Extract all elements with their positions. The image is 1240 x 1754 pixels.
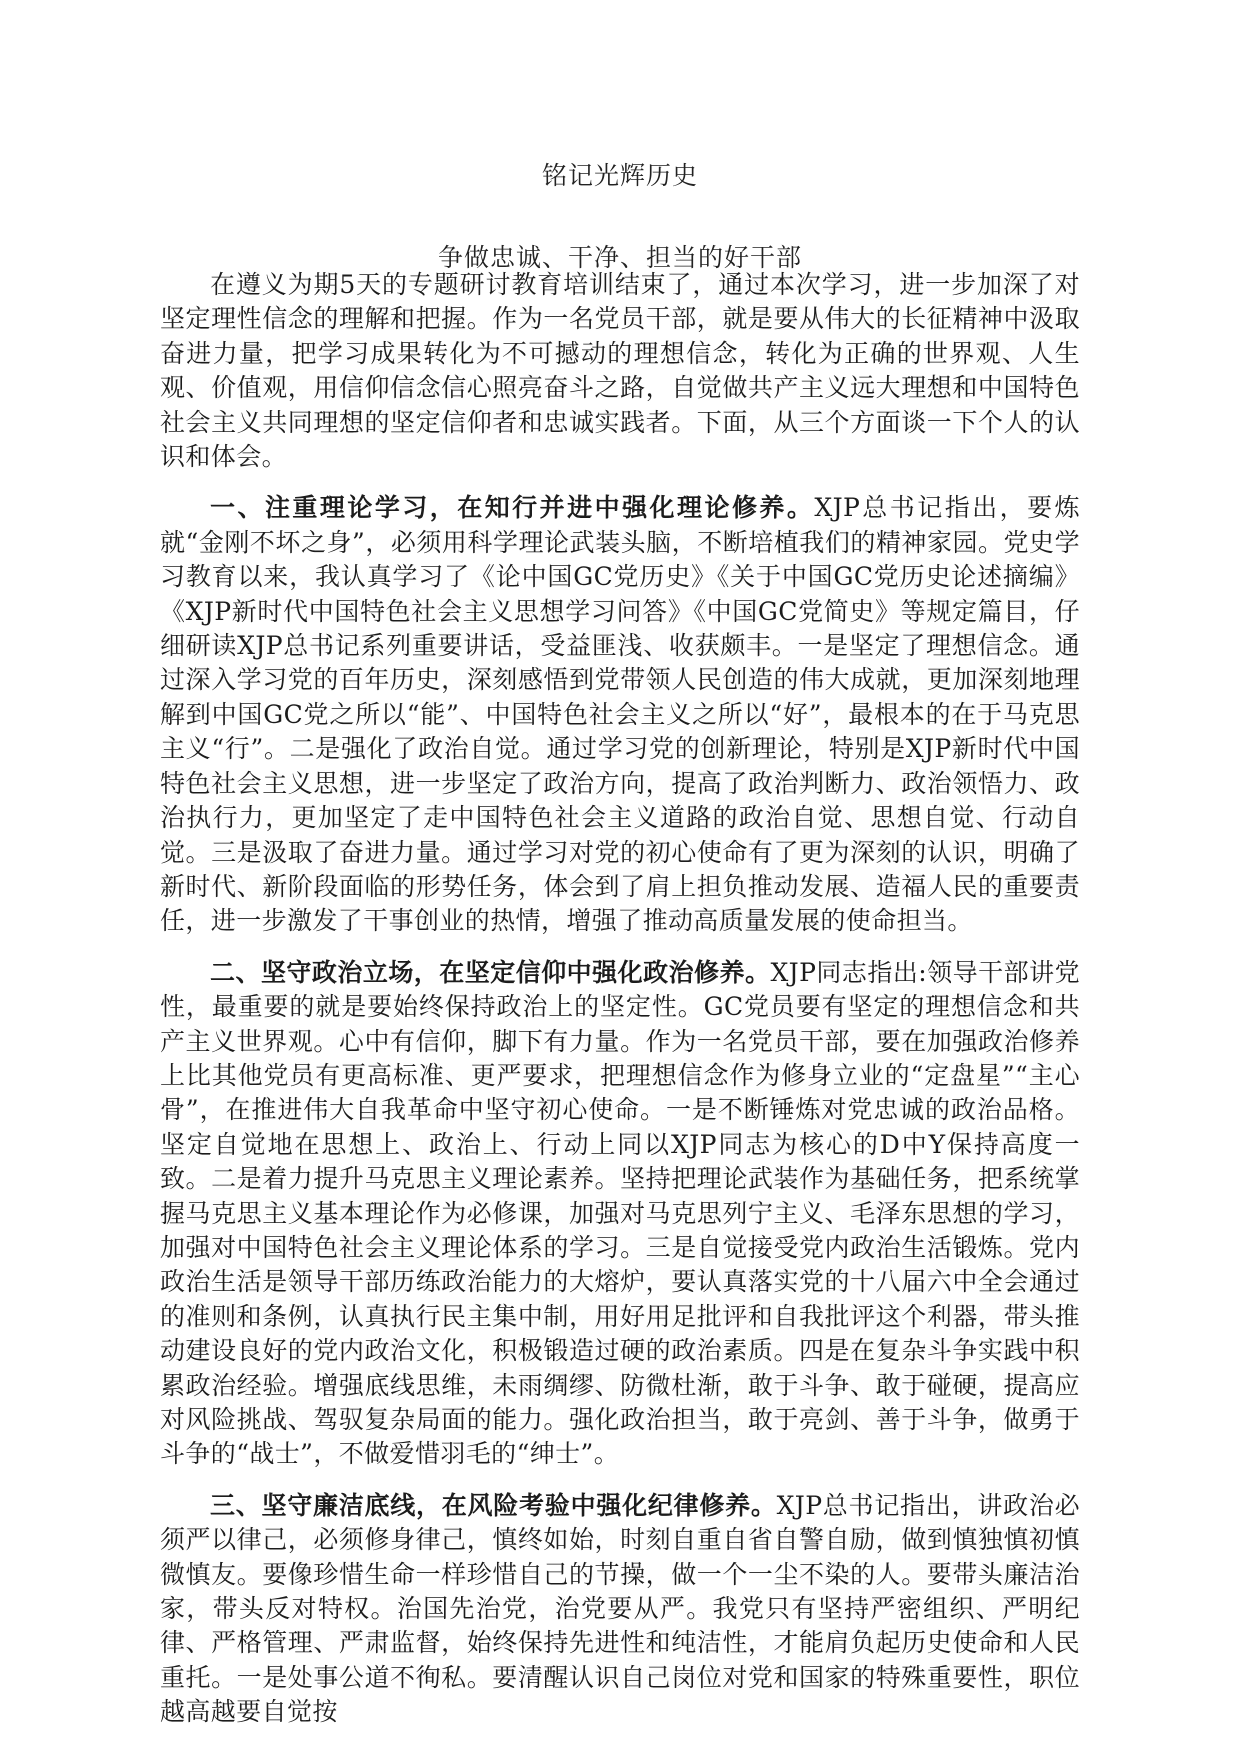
- document-title: 铭记光辉历史: [541, 161, 698, 190]
- section-3-heading: 三、坚守廉洁底线，在风险考验中强化纪律修养。: [210, 1490, 777, 1520]
- section-1-paragraph: [160, 491, 1080, 938]
- section-1-text: XJP总书记指出，要炼就“金刚不坏之身”，必须用科学理论武装头脑，不断培植我们的精神家园。党史学习教育以来，我认真学习了《论中国GC党历史》《关于中国GC党历史论述摘编》《XJP新时代中国特色社会主义思想学习问答》《中国GC党简史》等规定篇目，仔细研读XJP总书记系列重要讲话，受益匪浅、收获颇丰。一是坚定了理想信念。通过深入学习党的百年历史，深刻感悟到党带领人民创造的伟大成就，更加深刻地理解到中国GC党之所以“能”、中国特色社会主义之所以“好”，最根本的在于马克思主义“行”。二是强化了政治自觉。通过学习党的创新理论，特别是XJP新时代中国特色社会主义思想，进一步坚定了政治方向，提高了政治判断力、政治领悟力、政治执行力，更加坚定了走中国特色社会主义道路的政治自觉、思想自觉、行动自觉。三是汲取了奋进力量。通过学习对党的初心使命有了更为深刻的认识，明确了新时代、新阶段面临的形势任务，体会到了肩上担负推动发展、造福人民的重要责任，进一步激发了干事创业的热情，增强了推动高质量发展的使命担当。: [160, 493, 1080, 936]
- document-subtitle: 争做忠诚、干净、担当的好干部: [437, 243, 802, 272]
- section-2-text: XJP同志指出:领导干部讲党性，最重要的就是要始终保持政治上的坚定性。GC党员要有坚定的理想信念和共产主义世界观。心中有信仰，脚下有力量。作为一名党员干部，要在加强政治修养上比其他党员有更高标准、更严要求，把理想信念作为修身立业的“定盘星”“主心骨”，在推进伟大自我革命中坚守初心使命。一是不断锤炼对党忠诚的政治品格。坚定自觉地在思想上、政治上、行动上同以XJP同志为核心的D中Y保持高度一致。二是着力提升马克思主义理论素养。坚持把理论武装作为基础任务，把系统掌握马克思主义基本理论作为必修课，加强对马克思列宁主义、毛泽东思想的学习，加强对中国特色社会主义理论体系的学习。三是自觉接受党内政治生活锻炼。党内政治生活是领导干部历练政治能力的大熔炉，要认真落实党的十八届六中全会通过的准则和条例，认真执行民主集中制，用好用足批评和自我批评这个利器，带头推动建设良好的党内政治文化，积极锻造过硬的政治素质。四是在复杂斗争实践中积累政治经验。增强底线思维，未雨绸缪、防微杜渐，敢于斗争、敢于碰硬，提高应对风险挑战、驾驭复杂局面的能力。强化政治担当，敢于亮剑、善于斗争，做勇于斗争的“战士”，不做爱惜羽毛的“绅士”。: [160, 957, 1080, 1469]
- intro-paragraph: 在遵义为期5天的专题研讨教育培训结束了，通过本次学习，进一步加深了对坚定理性信念的理解和把握。作为一名党员干部，就是要从伟大的长征精神中汲取奋进力量，把学习成果转化为不可撼动的理想信念，转化为正确的世界观、人生观、价值观，用信仰信念信心照亮奋斗之路，自觉做共产主义远大理想和中国特色社会主义共同理想的坚定信仰者和忠诚实践者。下面，从三个方面谈一下个人的认识和体会。: [160, 270, 1080, 472]
- document-body: [160, 268, 1080, 1730]
- section-1-heading: 一、注重理论学习，在知行并进中强化理论修养。: [210, 493, 815, 523]
- section-2-paragraph: [160, 956, 1080, 1472]
- section-3-text: XJP总书记指出，讲政治必须严以律己，必须修身律己，慎终如始，时刻自重自省自警自励，做到慎独慎初慎微慎友。要像珍惜生命一样珍惜自己的节操，做一个一尘不染的人。要带头廉洁治家，带头反对特权。治国先治党，治党要从严。我党只有坚持严密组织、严明纪律、严格管理、严肃监督，始终保持先进性和纯洁性，才能肩负起历史使命和人民重托。一是处事公道不徇私。要清醒认识自己岗位对党和国家的特殊重要性，职位越高越要自觉按: [160, 1490, 1080, 1727]
- section-3-paragraph: [160, 1489, 1080, 1730]
- section-2-heading: 二、坚守政治立场，在坚定信仰中强化政治修养。: [210, 957, 771, 987]
